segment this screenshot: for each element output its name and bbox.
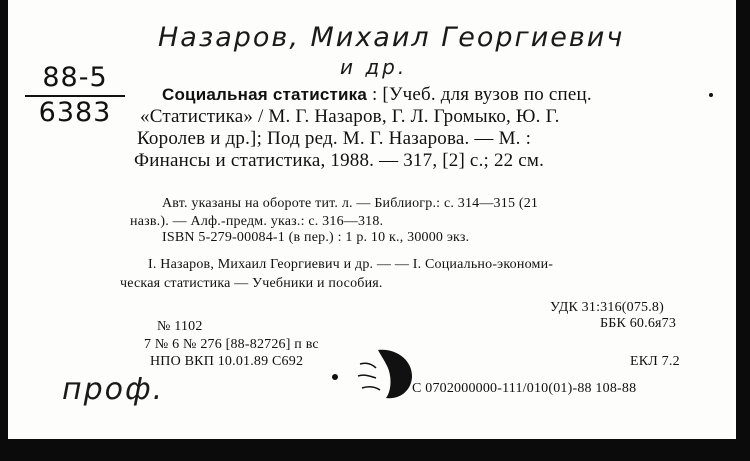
shelf-mark-bottom: 6383 xyxy=(38,97,112,128)
ink-dot xyxy=(709,93,713,97)
entry-line-2: «Статистика» / М. Г. Назаров, Г. Л. Громыко, Ю. Г. xyxy=(140,106,560,127)
entry-line-4: Финансы и статистика, 1988. — 317, [2] с.; 22 см. xyxy=(134,150,545,171)
ink-dot xyxy=(332,374,338,380)
handwritten-author-name: Назаров, Михаил Георгиевич xyxy=(158,22,625,53)
ekl-code: ЕКЛ 7.2 xyxy=(630,354,680,369)
shelf-mark-top: 88-5 xyxy=(42,62,108,93)
card-number: № 1102 xyxy=(157,319,203,334)
catalog-code: С 0702000000-111/010(01)-88 108-88 xyxy=(412,381,637,396)
card-edge-highlight xyxy=(733,0,736,440)
tracing-line-1: I. Назаров, Михаил Георгиевич и др. — — I. Социально-экономи- xyxy=(148,257,554,272)
entry-line-3: Королев и др.]; Под ред. М. Г. Назарова. — М. : xyxy=(137,128,532,149)
tracing-line-2: ческая статистика — Учебники и пособия. xyxy=(120,276,383,291)
isbn-line: ISBN 5-279-00084-1 (в пер.) : 1 р. 10 к., 30000 экз. xyxy=(162,230,470,245)
entry-line-1 xyxy=(162,84,592,106)
card-edge-bottom xyxy=(0,439,750,461)
printer-mark-icon xyxy=(356,346,416,402)
shelf-mark xyxy=(20,62,130,128)
annotation-line-2: назв.). — Алф.-предм. указ.: с. 316—318. xyxy=(130,214,384,229)
book-title: Социальная статистика xyxy=(162,85,368,104)
card-edge-left xyxy=(0,0,8,461)
card-edge-right xyxy=(736,0,750,461)
handwritten-et-al: и др. xyxy=(340,55,408,79)
annotation-line-1: Авт. указаны на обороте тит. л. — Библиогр.: с. 314—315 (21 xyxy=(162,196,539,211)
npo-line: НПО ВКП 10.01.89 С692 xyxy=(150,354,304,369)
bbk-code: ББК 60.6я73 xyxy=(600,316,677,331)
udk-code: УДК 31:316(075.8) xyxy=(550,300,664,315)
print-metadata: 7 № 6 № 276 [88-82726] п вс xyxy=(144,337,319,352)
handwritten-note: проф. xyxy=(62,372,165,407)
entry-line-1-rest: : [Учеб. для вузов по спец. xyxy=(372,84,592,105)
